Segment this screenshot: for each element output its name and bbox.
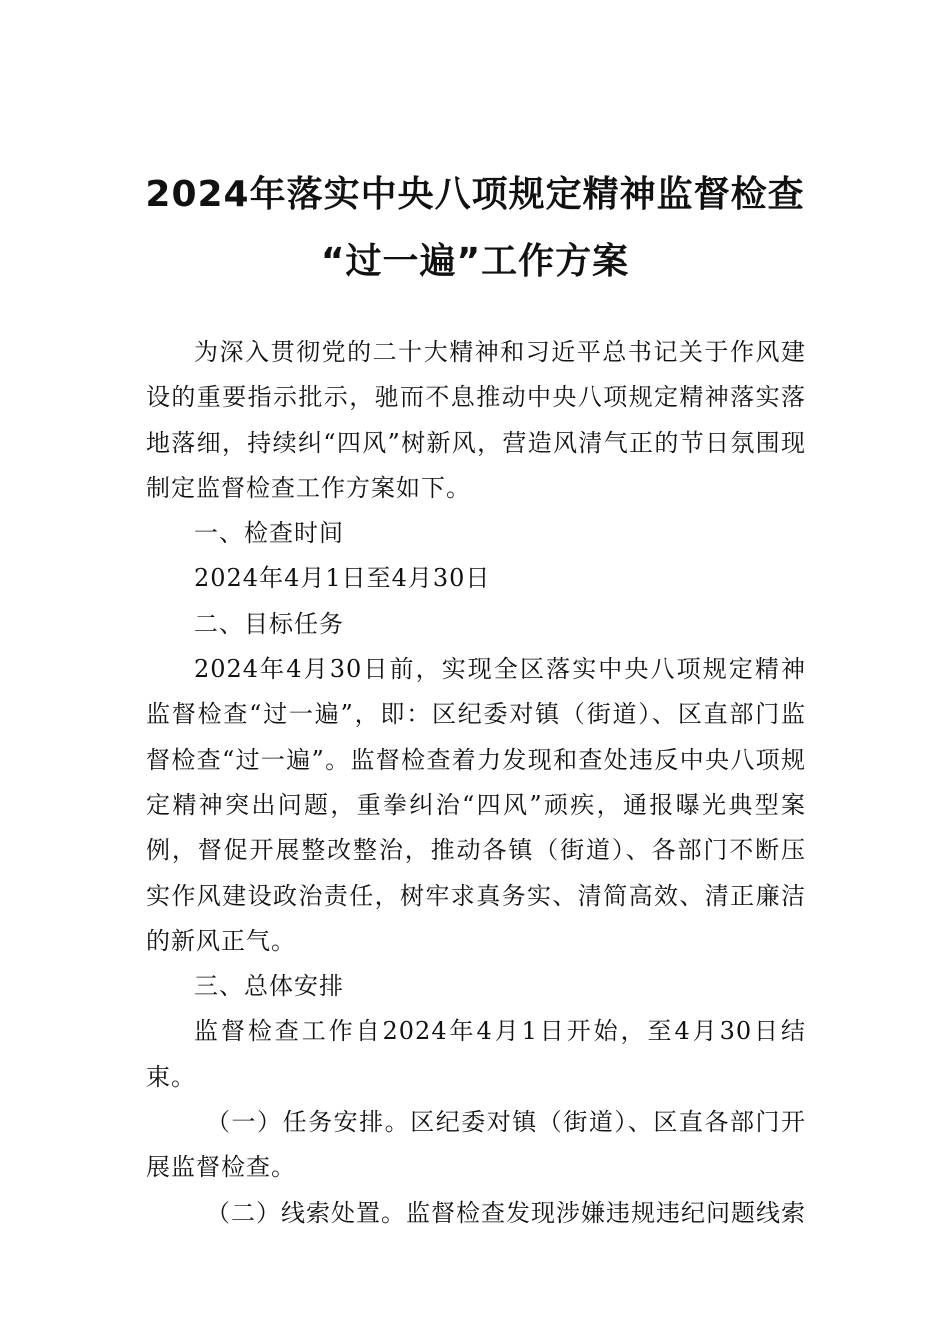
section-heading-goals: 二、目标任务	[194, 609, 344, 638]
subitem-label: （一）任务安排。	[206, 1108, 411, 1137]
subitem-clue-handling	[146, 1191, 806, 1236]
section-heading-check-time: 一、检查时间	[194, 519, 344, 548]
subitem-text: 区纪委对镇（街道）、区直各部门开展监督检查。	[146, 1108, 807, 1182]
intro-paragraph: 为深入贯彻党的二十大精神和习近平总书记关于作风建设的重要指示批示，驰而不息推动中央八项规定精神落实落地落细，持续纠“四风”树新风，营造风清气正的节日氛围现制定监督检查工作方案如下。	[146, 338, 806, 502]
document-title-line-1: 2024年落实中央八项规定精神监督检查	[145, 174, 805, 215]
section-text-overall-arrangement: 监督检查工作自2024年4月1日开始，至4月30日结束。	[146, 1017, 806, 1091]
subitem-task-arrangement	[146, 1100, 806, 1191]
document-title-line-2: “过一遍”工作方案	[320, 241, 630, 282]
subitem-label: （二）线索处置。	[206, 1198, 406, 1227]
section-heading-overall-arrangement: 三、总体安排	[194, 972, 344, 1001]
document-body	[146, 330, 806, 1236]
subitem-text: 监督检查发现涉嫌违规违纪问题线索	[406, 1198, 806, 1227]
section-text-check-time: 2024年4月1日至4月30日	[194, 564, 491, 593]
section-text-goals: 2024年4月30日前，实现全区落实中央八项规定精神监督检查“过一遍”，即：区纪委对镇（街道）、区直部门监督检查“过一遍”。监督检查着力发现和查处违反中央八项规定精神突出问题，重拳纠治“四风”顽疾，通报曝光典型案例，督促开展整改整治，推动各镇（街道）、各部门不断压实作风建设政治责任，树牢求真务实、清简高效、清正廉洁的新风正气。	[146, 655, 806, 955]
